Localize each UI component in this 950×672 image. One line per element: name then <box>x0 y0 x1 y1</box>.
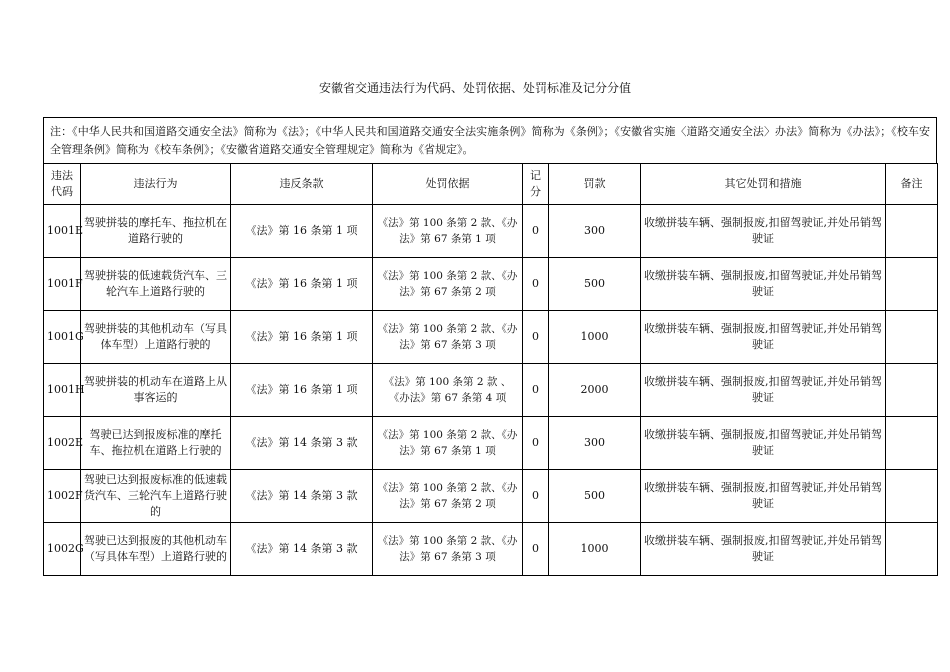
cell-basis: 《法》第 100 条第 2 款、《办法》第 67 条第 1 项 <box>373 417 523 470</box>
header-measures: 其它处罚和措施 <box>641 164 886 205</box>
cell-code: 1002F <box>44 470 81 523</box>
header-code: 违法代码 <box>44 164 81 205</box>
cell-clause: 《法》第 16 条第 1 项 <box>231 205 373 258</box>
cell-measures: 收缴拼装车辆、强制报废,扣留驾驶证,并处吊销驾驶证 <box>641 417 886 470</box>
cell-remarks <box>886 417 938 470</box>
cell-behavior: 驾驶已达到报废标准的摩托车、拖拉机在道路上行驶的 <box>81 417 231 470</box>
header-clause: 违反条款 <box>231 164 373 205</box>
cell-behavior: 驾驶拼装的摩托车、拖拉机在道路行驶的 <box>81 205 231 258</box>
header-fine: 罚款 <box>549 164 641 205</box>
cell-fine: 300 <box>549 205 641 258</box>
cell-points: 0 <box>523 523 549 576</box>
cell-behavior: 驾驶拼装的低速载货汽车、三轮汽车上道路行驶的 <box>81 258 231 311</box>
cell-remarks <box>886 205 938 258</box>
cell-points: 0 <box>523 258 549 311</box>
cell-clause: 《法》第 16 条第 1 项 <box>231 364 373 417</box>
cell-points: 0 <box>523 311 549 364</box>
cell-code: 1001G <box>44 311 81 364</box>
cell-measures: 收缴拼装车辆、强制报废,扣留驾驶证,并处吊销驾驶证 <box>641 205 886 258</box>
cell-basis: 《法》第 100 条第 2 款、《办法》第 67 条第 2 项 <box>373 470 523 523</box>
cell-basis: 《法》第 100 条第 2 款、《办法》第 67 条第 2 项 <box>373 258 523 311</box>
cell-behavior: 驾驶拼装的其他机动车（写具体车型）上道路行驶的 <box>81 311 231 364</box>
cell-points: 0 <box>523 205 549 258</box>
cell-behavior: 驾驶拼装的机动车在道路上从事客运的 <box>81 364 231 417</box>
cell-remarks <box>886 470 938 523</box>
abbreviation-note: 注：《中华人民共和国道路交通安全法》简称为《法》；《中华人民共和国道路交通安全法实施条例》简称为《条例》；《安徽省实施〈道路交通安全法〉办法》简称为《办法》；《校车安全管理条例》简称为《校车条例》；《安徽省道路交通安全管理规定》简称为《省规定》。 <box>43 117 937 163</box>
cell-measures: 收缴拼装车辆、强制报废,扣留驾驶证,并处吊销驾驶证 <box>641 258 886 311</box>
cell-behavior: 驾驶已达到报废的其他机动车（写具体车型）上道路行驶的 <box>81 523 231 576</box>
cell-clause: 《法》第 16 条第 1 项 <box>231 258 373 311</box>
cell-points: 0 <box>523 417 549 470</box>
table-row <box>44 417 938 470</box>
cell-clause: 《法》第 14 条第 3 款 <box>231 417 373 470</box>
document-title: 安徽省交通违法行为代码、处罚依据、处罚标准及记分分值 <box>318 81 631 95</box>
cell-basis: 《法》第 100 条第 2 款、《办法》第 67 条第 1 项 <box>373 205 523 258</box>
table-row <box>44 470 938 523</box>
cell-code: 1002E <box>44 417 81 470</box>
cell-remarks <box>886 523 938 576</box>
cell-clause: 《法》第 14 条第 3 款 <box>231 523 373 576</box>
cell-fine: 300 <box>549 417 641 470</box>
cell-clause: 《法》第 16 条第 1 项 <box>231 311 373 364</box>
cell-code: 1001H <box>44 364 81 417</box>
table-row <box>44 258 938 311</box>
cell-fine: 1000 <box>549 311 641 364</box>
cell-remarks <box>886 258 938 311</box>
cell-code: 1001F <box>44 258 81 311</box>
cell-basis: 《法》第 100 条第 2 款、《办法》第 67 条第 3 项 <box>373 311 523 364</box>
cell-points: 0 <box>523 470 549 523</box>
header-behavior: 违法行为 <box>81 164 231 205</box>
cell-basis: 《法》第 100 条第 2 款 、《办法》第 67 条第 4 项 <box>373 364 523 417</box>
header-remarks: 备注 <box>886 164 938 205</box>
table-row <box>44 311 938 364</box>
cell-code: 1002G <box>44 523 81 576</box>
cell-fine: 500 <box>549 258 641 311</box>
cell-measures: 收缴拼装车辆、强制报废,扣留驾驶证,并处吊销驾驶证 <box>641 523 886 576</box>
header-basis: 处罚依据 <box>373 164 523 205</box>
table-header-row <box>44 164 938 205</box>
cell-measures: 收缴拼装车辆、强制报废,扣留驾驶证,并处吊销驾驶证 <box>641 470 886 523</box>
cell-fine: 1000 <box>549 523 641 576</box>
violation-table <box>43 163 938 576</box>
cell-measures: 收缴拼装车辆、强制报废,扣留驾驶证,并处吊销驾驶证 <box>641 364 886 417</box>
cell-measures: 收缴拼装车辆、强制报废,扣留驾驶证,并处吊销驾驶证 <box>641 311 886 364</box>
table-row <box>44 523 938 576</box>
cell-clause: 《法》第 14 条第 3 款 <box>231 470 373 523</box>
cell-behavior: 驾驶已达到报废标准的低速载货汽车、三轮汽车上道路行驶的 <box>81 470 231 523</box>
cell-remarks <box>886 311 938 364</box>
cell-points: 0 <box>523 364 549 417</box>
header-points: 记分 <box>523 164 549 205</box>
cell-remarks <box>886 364 938 417</box>
table-row <box>44 205 938 258</box>
table-row <box>44 364 938 417</box>
cell-code: 1001E <box>44 205 81 258</box>
cell-fine: 500 <box>549 470 641 523</box>
cell-basis: 《法》第 100 条第 2 款、《办法》第 67 条第 3 项 <box>373 523 523 576</box>
cell-fine: 2000 <box>549 364 641 417</box>
